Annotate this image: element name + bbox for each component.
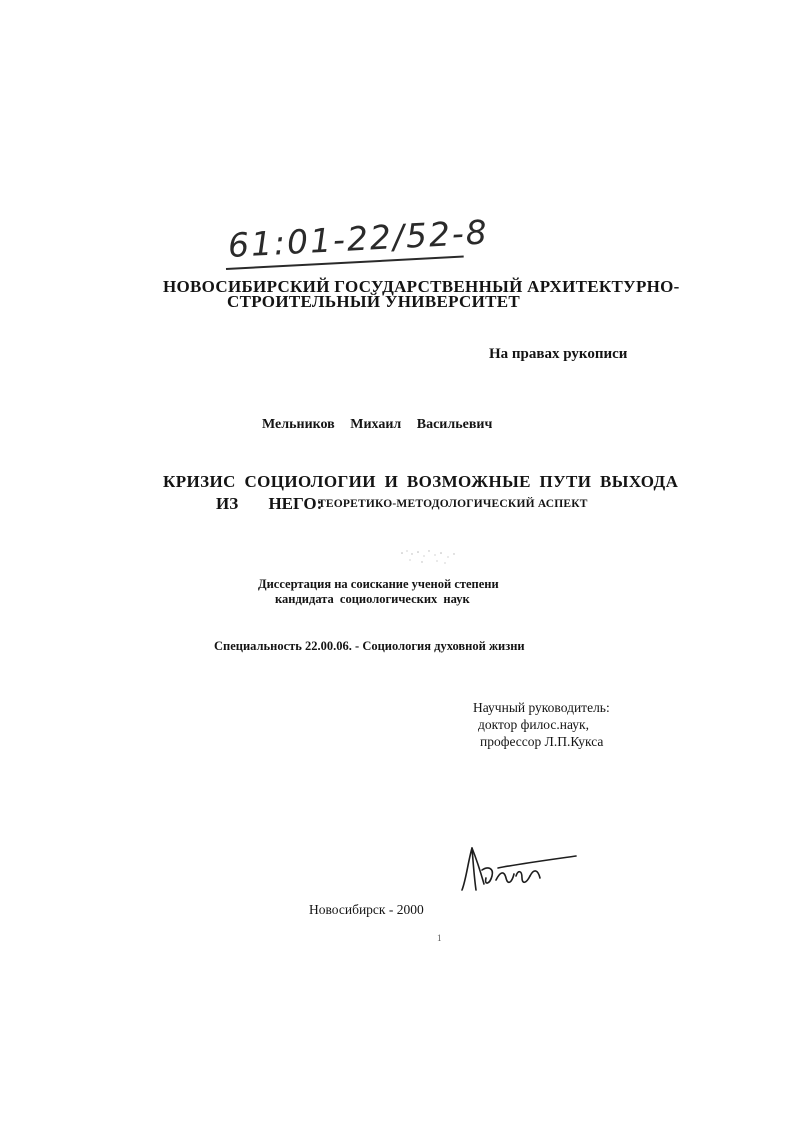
supervisor-degree: доктор филос.наук,	[478, 717, 589, 732]
supervisor-heading: Научный руководитель:	[473, 700, 610, 715]
supervisor-name: профессор Л.П.Кукса	[480, 734, 604, 749]
university-name-line-1: НОВОСИБИРСКИЙ ГОСУДАРСТВЕННЫЙ АРХИТЕКТУРНО-	[163, 277, 680, 296]
scan-noise-marks	[398, 547, 462, 567]
specialty-line: Специальность 22.00.06. - Социология духовной жизни	[214, 639, 525, 653]
city-and-year: Новосибирск - 2000	[309, 902, 424, 917]
manuscript-note: На правах рукописи	[489, 346, 628, 362]
handwritten-signature	[458, 840, 583, 900]
university-name-line-2: СТРОИТЕЛЬНЫЙ УНИВЕРСИТЕТ	[227, 292, 521, 311]
page-number: 1	[437, 933, 442, 943]
dissertation-line-2: кандидата социологических наук	[275, 592, 470, 606]
thesis-title-line-2: ИЗ НЕГО:	[216, 494, 323, 513]
thesis-subtitle: ТЕОРЕТИКО-МЕТОДОЛОГИЧЕСКИЙ АСПЕКТ	[318, 498, 588, 510]
author-name: Мельников Михаил Васильевич	[262, 417, 493, 432]
dissertation-line-1: Диссертация на соискание ученой степени	[258, 577, 499, 591]
handwritten-archive-code: 61:01-22/52-8	[226, 212, 490, 265]
thesis-title-line-1: КРИЗИС СОЦИОЛОГИИ И ВОЗМОЖНЫЕ ПУТИ ВЫХОДА	[163, 472, 679, 491]
